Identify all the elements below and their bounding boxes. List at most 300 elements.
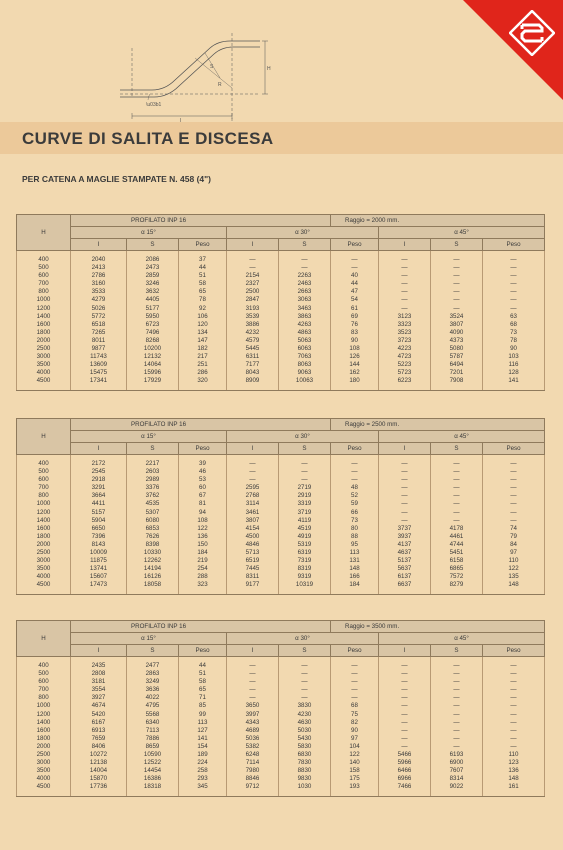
- column-header: Peso: [179, 645, 227, 657]
- table-cell: 7607: [449, 767, 464, 775]
- h-value: 2000: [36, 336, 51, 344]
- table-cell: 4405: [145, 296, 160, 304]
- table-cell: 9063: [297, 369, 312, 377]
- company-logo-icon: [509, 10, 555, 56]
- table-cell: 3193: [245, 304, 260, 312]
- values-column: [279, 251, 331, 391]
- table-cell: 127: [197, 726, 208, 734]
- table-cell: 7830: [297, 759, 312, 767]
- table-cell: 7466: [397, 783, 412, 791]
- table-cell: —: [510, 508, 517, 516]
- table-cell: —: [301, 468, 308, 476]
- table-cell: —: [510, 288, 517, 296]
- table-cell: 85: [199, 702, 206, 710]
- table-cell: —: [510, 484, 517, 492]
- table-cell: —: [401, 694, 408, 702]
- column-header: S: [279, 645, 331, 657]
- table-cell: —: [301, 670, 308, 678]
- table-cell: —: [510, 742, 517, 750]
- table-cell: 5430: [297, 734, 312, 742]
- table-cell: 3539: [245, 312, 260, 320]
- h-column-header: H: [17, 621, 71, 657]
- table-cell: 7265: [91, 328, 106, 336]
- table-cell: —: [453, 492, 460, 500]
- table-cell: 2413: [91, 264, 106, 272]
- table-cell: —: [401, 280, 408, 288]
- table-cell: 3323: [397, 320, 412, 328]
- table-cell: 122: [349, 751, 360, 759]
- table-cell: 2768: [245, 492, 260, 500]
- angle-header: α 15°: [71, 431, 227, 443]
- table-cell: 80: [351, 524, 358, 532]
- table-cell: —: [510, 686, 517, 694]
- table-cell: 6518: [91, 320, 106, 328]
- table-cell: 126: [349, 353, 360, 361]
- table-cell: 4500: [245, 532, 260, 540]
- values-column: [71, 657, 127, 797]
- table-cell: 2847: [245, 296, 260, 304]
- table-cell: —: [453, 702, 460, 710]
- table-cell: 37: [199, 256, 206, 263]
- table-cell: 141: [197, 734, 208, 742]
- values-column: [71, 251, 127, 391]
- column-header: I: [379, 239, 431, 251]
- h-value: 1000: [36, 500, 51, 508]
- table-cell: 6494: [449, 361, 464, 369]
- table-cell: 9319: [297, 573, 312, 581]
- table-cell: —: [453, 662, 460, 669]
- values-column: [331, 455, 379, 595]
- table-cell: 128: [508, 369, 519, 377]
- table-cell: 81: [199, 500, 206, 508]
- h-value: 500: [38, 670, 49, 678]
- angle-header: α 45°: [379, 431, 545, 443]
- h-value: 400: [38, 460, 49, 467]
- table-cell: 3737: [397, 524, 412, 532]
- angle-header: α 15°: [71, 633, 227, 645]
- values-column: [331, 251, 379, 391]
- table-cell: —: [510, 460, 517, 467]
- table-cell: —: [249, 256, 256, 263]
- table-cell: 1030: [297, 783, 312, 791]
- column-header: S: [431, 645, 483, 657]
- h-value: 2000: [36, 540, 51, 548]
- table-cell: 4137: [397, 540, 412, 548]
- table-cell: 7445: [245, 565, 260, 573]
- column-header: S: [431, 443, 483, 455]
- table-cell: —: [510, 256, 517, 263]
- table-cell: 2595: [245, 484, 260, 492]
- h-value: 400: [38, 662, 49, 669]
- column-header: I: [71, 443, 127, 455]
- table-cell: 5772: [91, 312, 106, 320]
- h-value: 1600: [36, 726, 51, 734]
- profile-label: PROFILATO INP 16: [71, 419, 331, 431]
- h-value: 4500: [36, 783, 51, 791]
- table-cell: —: [453, 296, 460, 304]
- table-cell: 3246: [145, 280, 160, 288]
- table-cell: 9022: [449, 783, 464, 791]
- table-cell: 4178: [449, 524, 464, 532]
- table-cell: 3723: [397, 336, 412, 344]
- table-cell: 2477: [145, 662, 160, 669]
- table-cell: 4022: [145, 694, 160, 702]
- table-cell: 79: [510, 532, 517, 540]
- table-cell: —: [249, 670, 256, 678]
- table-cell: 11743: [90, 353, 107, 361]
- table-cell: 144: [349, 361, 360, 369]
- table-cell: —: [510, 468, 517, 476]
- table-cell: 17929: [143, 377, 162, 385]
- table-cell: —: [401, 718, 408, 726]
- table-cell: 8398: [145, 540, 160, 548]
- table-cell: 4535: [145, 500, 160, 508]
- table-cell: 5319: [297, 540, 312, 548]
- table-cell: 6248: [245, 751, 260, 759]
- h-values-column: [17, 657, 71, 797]
- table-cell: 5787: [449, 353, 464, 361]
- column-header: I: [227, 239, 279, 251]
- table-cell: 10330: [143, 549, 162, 557]
- curve-table: [16, 620, 545, 797]
- values-column: [179, 455, 227, 595]
- column-header: S: [127, 239, 179, 251]
- angle-header: α 30°: [227, 227, 379, 239]
- table-cell: —: [510, 476, 517, 484]
- table-cell: —: [351, 256, 358, 263]
- table-cell: 3554: [91, 686, 106, 694]
- table-cell: 140: [349, 759, 360, 767]
- values-column: [431, 251, 483, 391]
- table-cell: 8311: [245, 573, 260, 581]
- table-cell: 4461: [449, 532, 464, 540]
- table-cell: 73: [510, 328, 517, 336]
- table-cell: 59: [351, 500, 358, 508]
- table-cell: —: [401, 742, 408, 750]
- table-cell: 108: [197, 516, 208, 524]
- table-cell: 148: [508, 581, 519, 589]
- table-cell: —: [510, 702, 517, 710]
- table-cell: 13741: [89, 565, 108, 573]
- table-cell: 3632: [145, 288, 160, 296]
- table-cell: 4279: [91, 296, 106, 304]
- table-cell: 4723: [397, 353, 412, 361]
- table-cell: —: [351, 686, 358, 694]
- table-cell: 116: [508, 361, 519, 369]
- angle-header: α 30°: [227, 633, 379, 645]
- table-cell: 5445: [245, 345, 260, 353]
- table-cell: 2989: [145, 476, 160, 484]
- table-cell: 104: [349, 742, 360, 750]
- table-cell: 122: [197, 524, 208, 532]
- table-cell: —: [453, 288, 460, 296]
- table-cell: —: [351, 670, 358, 678]
- values-column: [179, 657, 227, 797]
- column-header: I: [379, 645, 431, 657]
- table-cell: 6650: [91, 524, 106, 532]
- page-title: CURVE DI SALITA E DISCESA: [22, 129, 274, 148]
- h-value: 2500: [36, 345, 51, 353]
- curve-table: [16, 214, 545, 391]
- table-cell: —: [401, 460, 408, 467]
- h-value: 600: [38, 678, 49, 686]
- table-cell: 4154: [245, 524, 260, 532]
- table-cell: 2040: [91, 256, 106, 263]
- table-cell: 2603: [145, 468, 160, 476]
- table-cell: 6193: [449, 751, 464, 759]
- table-cell: 51: [199, 670, 206, 678]
- table-cell: —: [401, 484, 408, 492]
- table-cell: 58: [199, 678, 206, 686]
- values-column: [483, 657, 545, 797]
- table-cell: 92: [199, 304, 206, 312]
- table-cell: 48: [351, 484, 358, 492]
- table-cell: 258: [197, 767, 208, 775]
- h-value: 4000: [36, 573, 51, 581]
- table-cell: 6340: [145, 718, 160, 726]
- table-cell: 3461: [245, 508, 260, 516]
- table-cell: 8909: [245, 377, 260, 385]
- h-value: 1600: [36, 320, 51, 328]
- table-cell: 5420: [91, 710, 106, 718]
- table-cell: 97: [510, 549, 517, 557]
- table-cell: 5157: [91, 508, 106, 516]
- h-value: 4000: [36, 369, 51, 377]
- table-cell: 320: [197, 377, 208, 385]
- table-cell: —: [401, 734, 408, 742]
- table-cell: 150: [197, 540, 208, 548]
- table-cell: 4579: [245, 336, 260, 344]
- h-value: 500: [38, 468, 49, 476]
- table-cell: 7063: [297, 353, 312, 361]
- table-cell: 3636: [145, 686, 160, 694]
- table-cell: 147: [197, 336, 208, 344]
- h-value: 1200: [36, 508, 51, 516]
- table-cell: 8319: [297, 565, 312, 573]
- table-cell: 5904: [91, 516, 106, 524]
- table-cell: 3997: [245, 710, 260, 718]
- table-cell: 7659: [91, 734, 106, 742]
- table-cell: —: [453, 678, 460, 686]
- h-value: 3000: [36, 759, 51, 767]
- h-value: 800: [38, 492, 49, 500]
- radius-label: Raggio = 2500 mm.: [331, 419, 545, 431]
- table-cell: —: [453, 476, 460, 484]
- table-cell: 251: [197, 361, 208, 369]
- table-cell: 8043: [245, 369, 260, 377]
- table-cell: —: [401, 702, 408, 710]
- column-header: S: [431, 239, 483, 251]
- table-cell: 141: [508, 377, 519, 385]
- table-cell: 4637: [397, 549, 412, 557]
- table-cell: 6080: [145, 516, 160, 524]
- table-cell: 4689: [245, 726, 260, 734]
- h-value: 1000: [36, 296, 51, 304]
- table-cell: 9877: [91, 345, 106, 353]
- table-cell: 46: [199, 468, 206, 476]
- h-value: 4500: [36, 581, 51, 589]
- table-cell: 4223: [397, 345, 412, 353]
- table-cell: 182: [197, 345, 208, 353]
- h-value: 1200: [36, 304, 51, 312]
- table-cell: 67: [199, 492, 206, 500]
- table-cell: 288: [197, 573, 208, 581]
- h-value: 1400: [36, 718, 51, 726]
- profile-label: PROFILATO INP 16: [71, 621, 331, 633]
- table-cell: 189: [197, 751, 208, 759]
- table-cell: —: [301, 460, 308, 467]
- table-cell: 7626: [145, 532, 160, 540]
- table-cell: —: [401, 678, 408, 686]
- column-header: I: [227, 443, 279, 455]
- table-cell: 5036: [245, 734, 260, 742]
- table-cell: —: [453, 694, 460, 702]
- table-cell: 136: [508, 767, 519, 775]
- table-cell: —: [453, 508, 460, 516]
- table-cell: 2918: [91, 476, 106, 484]
- table-cell: —: [249, 678, 256, 686]
- table-cell: —: [249, 468, 256, 476]
- h-value: 4500: [36, 377, 51, 385]
- h-column-header: H: [17, 419, 71, 455]
- table-cell: 99: [199, 710, 206, 718]
- radius-label: Raggio = 3500 mm.: [331, 621, 545, 633]
- table-cell: 7396: [91, 532, 106, 540]
- table-cell: 8406: [91, 742, 106, 750]
- h-values-column: [17, 251, 71, 391]
- table-cell: 110: [508, 557, 519, 565]
- table-cell: 5637: [397, 565, 412, 573]
- table-cell: —: [351, 460, 358, 467]
- table-cell: 120: [197, 320, 208, 328]
- column-header: I: [71, 645, 127, 657]
- table-cell: 5382: [245, 742, 260, 750]
- table-cell: —: [453, 734, 460, 742]
- table-cell: 7177: [245, 361, 260, 369]
- table-cell: 3719: [297, 508, 312, 516]
- table-cell: —: [510, 296, 517, 304]
- table-cell: —: [301, 694, 308, 702]
- values-column: [227, 455, 279, 595]
- table-cell: —: [453, 726, 460, 734]
- table-cell: 5223: [397, 361, 412, 369]
- table-cell: 122: [508, 565, 519, 573]
- table-cell: 3524: [449, 312, 464, 320]
- table-cell: 113: [349, 549, 360, 557]
- radius-label: Raggio = 2000 mm.: [331, 215, 545, 227]
- column-header: Peso: [179, 443, 227, 455]
- table-cell: 2086: [145, 256, 160, 263]
- table-cell: 5307: [145, 508, 160, 516]
- table-cell: 84: [510, 540, 517, 548]
- table-cell: —: [401, 726, 408, 734]
- table-cell: 5026: [91, 304, 106, 312]
- table-cell: 3886: [245, 320, 260, 328]
- column-header: Peso: [483, 645, 545, 657]
- table-cell: —: [351, 264, 358, 272]
- table-cell: —: [401, 476, 408, 484]
- table-cell: 4230: [297, 710, 312, 718]
- table-cell: 184: [349, 581, 360, 589]
- table-cell: 94: [199, 508, 206, 516]
- table-cell: 3249: [145, 678, 160, 686]
- table-cell: 2500: [245, 288, 260, 296]
- svg-text:H: H: [267, 66, 271, 72]
- table-cell: 58: [199, 280, 206, 288]
- table-cell: —: [510, 272, 517, 280]
- h-value: 3500: [36, 565, 51, 573]
- table-cell: 6137: [397, 573, 412, 581]
- table-cell: 88: [351, 532, 358, 540]
- table-cell: —: [401, 508, 408, 516]
- table-cell: 4373: [449, 336, 464, 344]
- table-cell: 90: [351, 336, 358, 344]
- table-cell: 108: [349, 345, 360, 353]
- table-cell: 293: [197, 775, 208, 783]
- table-cell: 10200: [143, 345, 162, 353]
- table-cell: 5568: [145, 710, 160, 718]
- table-cell: 5137: [397, 557, 412, 565]
- table-cell: —: [453, 264, 460, 272]
- h-value: 600: [38, 476, 49, 484]
- table-cell: 184: [197, 549, 208, 557]
- column-header: I: [227, 645, 279, 657]
- table-cell: 78: [510, 336, 517, 344]
- table-cell: 9830: [297, 775, 312, 783]
- table-cell: 12262: [143, 557, 162, 565]
- table-cell: —: [249, 694, 256, 702]
- values-column: [227, 657, 279, 797]
- table-cell: 68: [351, 702, 358, 710]
- table-cell: —: [401, 710, 408, 718]
- table-cell: 154: [197, 742, 208, 750]
- table-cell: 2859: [145, 272, 160, 280]
- table-cell: 60: [199, 484, 206, 492]
- table-cell: 4263: [297, 320, 312, 328]
- table-cell: —: [510, 734, 517, 742]
- column-header: S: [279, 239, 331, 251]
- table-cell: 15607: [89, 573, 108, 581]
- table-cell: 54: [351, 296, 358, 304]
- table-cell: —: [401, 662, 408, 669]
- table-cell: 17341: [89, 377, 108, 385]
- conveyor-curve-diagram-icon: [110, 28, 300, 126]
- table-cell: —: [351, 678, 358, 686]
- table-cell: 14454: [143, 767, 162, 775]
- table-cell: —: [453, 256, 460, 263]
- table-cell: 76: [351, 320, 358, 328]
- h-value: 700: [38, 686, 49, 694]
- table-cell: 3762: [145, 492, 160, 500]
- table-cell: —: [301, 256, 308, 263]
- table-cell: 8011: [91, 336, 106, 344]
- table-cell: —: [453, 280, 460, 288]
- column-header: Peso: [331, 645, 379, 657]
- table-cell: 68: [510, 320, 517, 328]
- table-cell: —: [351, 662, 358, 669]
- svg-text:R: R: [218, 82, 222, 88]
- values-column: [71, 455, 127, 595]
- angle-header: α 45°: [379, 633, 545, 645]
- table-cell: 131: [349, 557, 360, 565]
- h-value: 500: [38, 264, 49, 272]
- table-cell: —: [401, 264, 408, 272]
- h-value: 1400: [36, 516, 51, 524]
- values-column: [379, 251, 431, 391]
- h-value: 700: [38, 280, 49, 288]
- table-cell: 61: [351, 304, 358, 312]
- table-cell: 148: [508, 775, 519, 783]
